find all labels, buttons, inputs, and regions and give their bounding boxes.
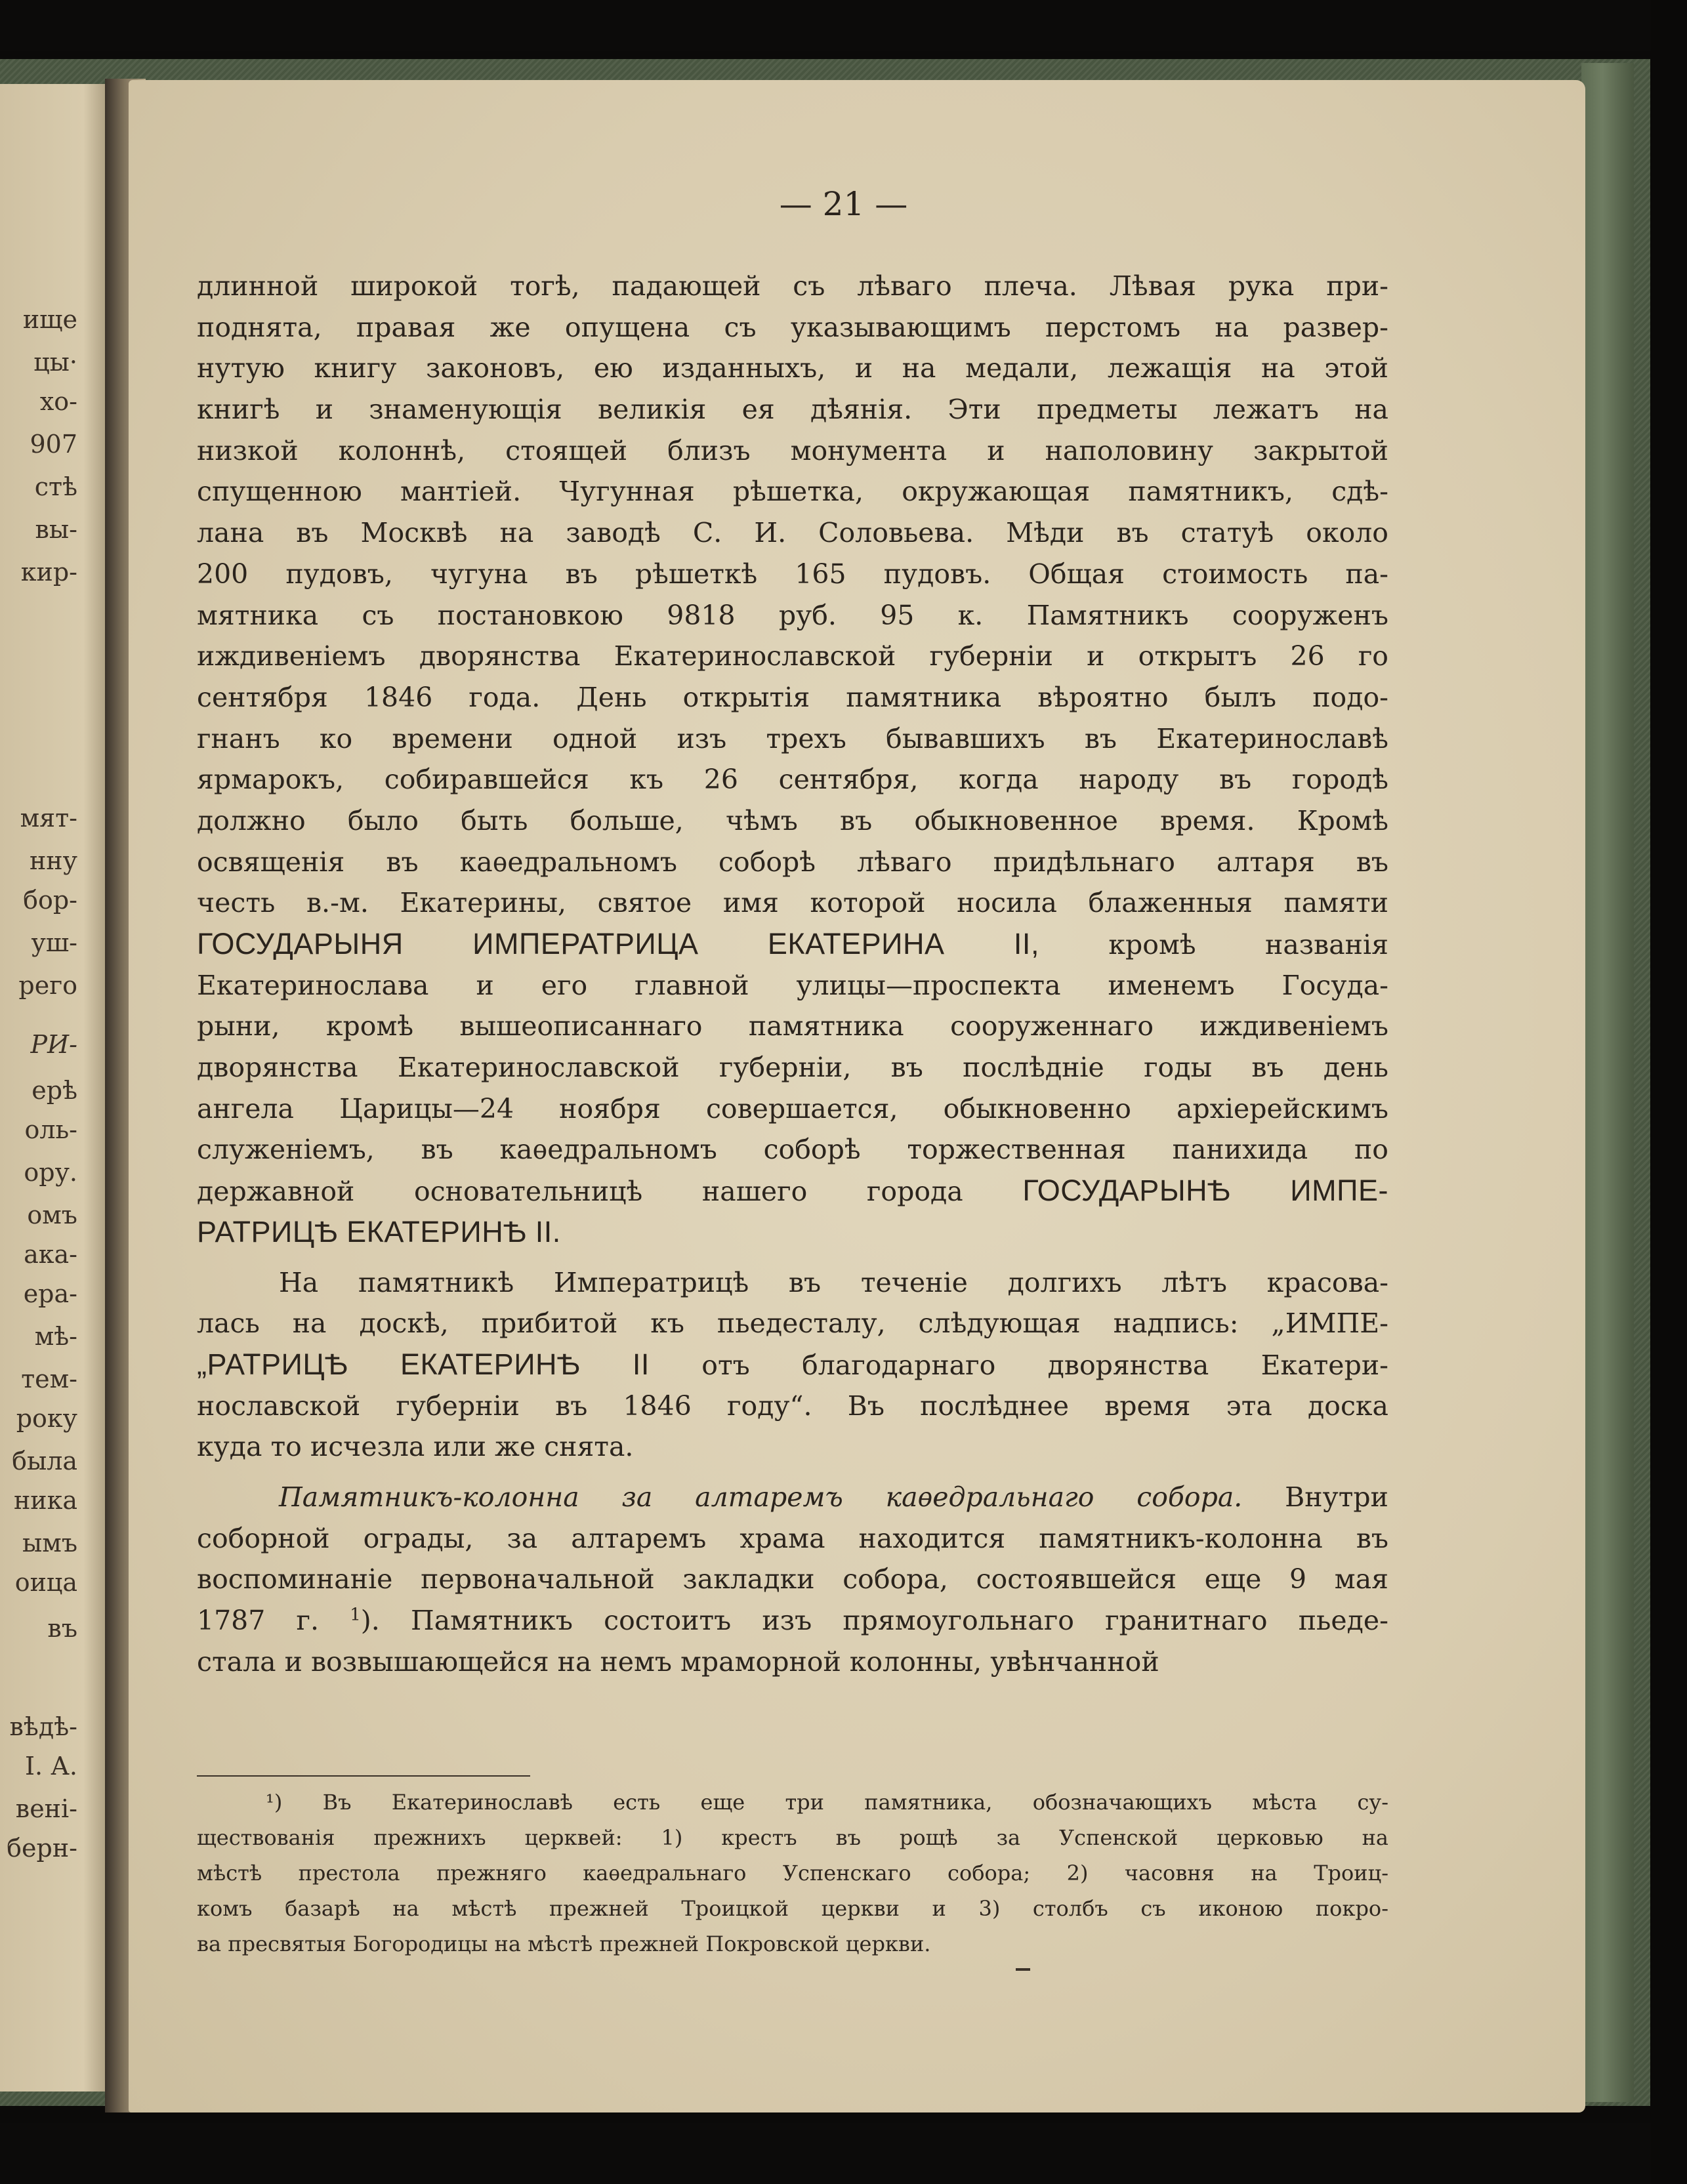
left-page-fragment: вы- <box>35 515 77 544</box>
text-line <box>197 1477 1388 1518</box>
text-line: нославской губерніи въ 1846 году“. Въ послѣднее время эта доска <box>197 1390 1388 1422</box>
footnote-rule <box>197 1775 530 1777</box>
left-page-fragment: року <box>16 1404 77 1433</box>
text-line: лана въ Москвѣ на заводѣ С. И. Соловьева. Мѣди въ статуѣ около <box>197 517 1388 549</box>
footnote-line: ва пресвятыя Богородицы на мѣстѣ прежней Покровской церкви. <box>197 1931 931 1956</box>
caps-title: ГОСУДАРЫНЯ ИМПЕРАТРИЦА ЕКАТЕРИНА II, <box>197 927 1039 960</box>
left-page-fragment: нну <box>29 846 77 875</box>
footnote-ref: 1 <box>350 1605 361 1625</box>
text-line: освященія въ каѳедральномъ соборѣ лѣваго придѣльнаго алтаря въ <box>197 846 1388 878</box>
text-line <box>197 1600 1388 1641</box>
text-line: 200 пудовъ, чугуна въ рѣшеткѣ 165 пудовъ. Общая стоимость па- <box>197 558 1388 590</box>
line-tail: кромѣ названія <box>1108 929 1388 960</box>
text-line: поднята, правая же опущена съ указывающимъ перстомъ на развер- <box>197 311 1388 343</box>
text-line: длинной широкой тогѣ, падающей съ лѣваго плеча. Лѣвая рука при- <box>197 270 1388 302</box>
caps-title: ГОСУДАРЫНѢ ИМПЕ- <box>1022 1174 1388 1208</box>
scan-border-bottom <box>0 2123 1687 2184</box>
left-page-fragment: ище <box>22 305 77 334</box>
footnote-text: Въ Екатеринославѣ есть еще три памятника, обозначающихъ мѣста су- <box>322 1790 1388 1815</box>
text-line: низкой колоннѣ, стоящей близъ монумента и наполовину закрытой <box>197 434 1388 466</box>
text-line-caps <box>197 1212 1388 1253</box>
left-page-fragment: бор- <box>23 886 77 915</box>
left-page-fragment: въ <box>47 1614 77 1643</box>
left-page-fragment: 907 <box>30 430 77 459</box>
scan-border-top <box>0 0 1687 51</box>
left-page-fragment: ору. <box>24 1158 77 1187</box>
left-page-fragment: рего <box>18 971 77 1000</box>
left-page-fragment: цы· <box>33 348 77 377</box>
left-page-fragment: тем- <box>21 1365 77 1393</box>
section-heading: Памятникъ-колонна за алтаремъ каѳедральнаго собора. <box>279 1481 1243 1513</box>
footnote-line <box>197 1784 1388 1820</box>
text-line-caps <box>197 1170 1388 1212</box>
text-line: куда то исчезла или же снята. <box>197 1431 634 1463</box>
cover-edge <box>1581 63 1634 2102</box>
text-line: воспоминаніе первоначальной закладки собора, состоявшейся еще 9 мая <box>197 1563 1388 1596</box>
text-line: ангела Царицы—24 ноября совершается, обыкновенно архіерейскимъ <box>197 1092 1388 1124</box>
page-number: — 21 — <box>779 185 908 223</box>
line-head: державной основательницѣ нашего города <box>197 1176 963 1208</box>
left-page-fragment: РИ- <box>30 1030 77 1059</box>
text-line: рыни, кромѣ вышеописаннаго памятника сооруженнаго иждивеніемъ <box>197 1010 1388 1042</box>
caps-title: РАТРИЦѢ ЕКАТЕРИНѢ II. <box>197 1214 561 1248</box>
left-page-fragment: вені- <box>15 1794 77 1823</box>
text-line: должно было быть больше, чѣмъ въ обыкновенное время. Кромѣ <box>197 804 1388 836</box>
text-line-caps <box>197 924 1388 965</box>
text-line: стала и возвышающейся на немъ мраморной колонны, увѣнчанной <box>197 1645 1159 1678</box>
line-tail: ). Памятникъ состоитъ изъ прямоугольнаго гранитнаго пьеде- <box>360 1605 1388 1636</box>
text-line: лась на доскѣ, прибитой къ пьедесталу, слѣдующая надпись: „ИМПЕ- <box>197 1308 1388 1340</box>
left-page-fragment: вѣдѣ- <box>9 1712 77 1741</box>
text-line: мятника съ постановкою 9818 руб. 95 к. Памятникъ сооруженъ <box>197 599 1388 631</box>
left-page-fragment: омъ <box>27 1201 77 1229</box>
footnote <box>197 1784 1388 1962</box>
text-line: нутую книгу законовъ, ею изданныхъ, и на медали, лежащія на этой <box>197 352 1388 384</box>
text-line: соборной ограды, за алтаремъ храма находится памятникъ-колонна въ <box>197 1522 1388 1554</box>
text-line: гнанъ ко времени одной изъ трехъ бывавшихъ въ Екатеринославѣ <box>197 722 1388 754</box>
left-page-fragment: уш- <box>31 928 77 957</box>
text-line: иждивеніемъ дворянства Екатеринославской губерніи и открытъ 26 го <box>197 640 1388 672</box>
footnote-line: ществованія прежнихъ церквей: 1) крестъ въ рощѣ за Успенской церковью на <box>197 1825 1388 1850</box>
left-page-fragment: берн- <box>7 1834 77 1863</box>
left-page-fragment: ымъ <box>22 1529 77 1557</box>
left-page-fragment: ака- <box>24 1240 77 1269</box>
text-line: спущенною мантіей. Чугунная рѣшетка, окружающая памятникъ, сдѣ- <box>197 476 1388 508</box>
text-line-caps <box>197 1344 1388 1386</box>
left-page-fragment: I. А. <box>24 1752 77 1781</box>
main-text <box>197 266 1388 1682</box>
left-page-fragment: хо- <box>39 387 77 416</box>
left-page-fragment: ера- <box>23 1279 77 1308</box>
left-page-fragment: ника <box>13 1486 77 1515</box>
left-page-fragment: оль- <box>24 1115 77 1144</box>
text-line: честь в.-м. Екатерины, святое имя которой носила блаженныя памяти <box>197 887 1388 919</box>
line-tail: Внутри <box>1285 1481 1388 1513</box>
left-page-fragment: кир- <box>20 558 77 587</box>
footnote-marker: ¹) <box>266 1790 283 1815</box>
caps-title: „РАТРИЦѢ ЕКАТЕРИНѢ II <box>197 1347 650 1381</box>
left-page-fragment: мят- <box>20 804 77 833</box>
text-line: Екатеринослава и его главной улицы—проспекта именемъ Госуда- <box>197 969 1388 1001</box>
left-page-fragment: оица <box>14 1568 77 1597</box>
text-line: На памятникѣ Императрицѣ въ теченіе долгихъ лѣтъ красова- <box>279 1266 1388 1298</box>
dash-mark <box>1016 1968 1030 1971</box>
text-line: служеніемъ, въ каѳедральномъ соборѣ торжественная панихида по <box>197 1134 1388 1166</box>
left-page-edge <box>0 84 119 2091</box>
text-line: ярмарокъ, собиравшейся къ 26 сентября, когда народу въ городѣ <box>197 764 1388 796</box>
line-head: 1787 г. <box>197 1605 320 1636</box>
scan-border-right <box>1650 0 1687 2184</box>
left-page-fragment: мѣ- <box>34 1322 77 1351</box>
text-line: сентября 1846 года. День открытія памятника вѣроятно былъ подо- <box>197 681 1388 713</box>
left-page-fragment: стѣ <box>34 472 77 501</box>
footnote-line: мѣстѣ престола прежняго каѳедральнаго Успенскаго собора; 2) часовня на Троиц- <box>197 1861 1388 1885</box>
left-page-fragment: ерѣ <box>31 1076 77 1105</box>
line-tail: отъ благодарнаго дворянства Екатери- <box>701 1349 1388 1381</box>
left-page-fragment: была <box>12 1447 77 1475</box>
text-line: книгѣ и знаменующія великія ея дѣянія. Эти предметы лежатъ на <box>197 394 1388 426</box>
footnote-line: комъ базарѣ на мѣстѣ прежней Троицкой церкви и 3) столбъ съ иконою покро- <box>197 1896 1388 1921</box>
text-line: дворянства Екатеринославской губерніи, въ послѣдніе годы въ день <box>197 1052 1388 1084</box>
